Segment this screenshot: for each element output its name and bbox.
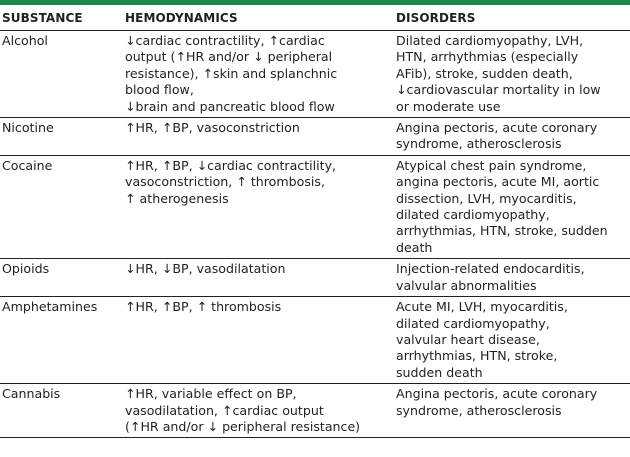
substance-cell: Nicotine — [2, 120, 54, 136]
hemodynamics-cell: ↑HR, ↑BP, ↑ thrombosis — [125, 299, 282, 315]
hemodynamics-cell: ↓cardiac contractility, ↑cardiac output (↑HR and/or ↓ peripheral resistance), ↑skin and splanchnic blood flow, ↓brain and pancreatic blood flow — [125, 33, 338, 114]
disorders-cell: Angina pectoris, acute coronary syndrome, atherosclerosis — [396, 386, 598, 418]
table-row — [0, 297, 630, 384]
header-hemodynamics: HEMODYNAMICS — [125, 11, 238, 25]
disorders-cell: Dilated cardiomyopathy, LVH, HTN, arrhythmias (especially AFib), stroke, sudden death, ↓cardiovascular mortality in low or moderate use — [396, 33, 601, 114]
table-row — [0, 155, 630, 258]
hemodynamics-cell: ↑HR, ↑BP, ↓cardiac contractility, vasoconstriction, ↑ thrombosis, ↑ atherogenesis — [125, 157, 337, 206]
substance-cell: Alcohol — [2, 33, 48, 48]
hemodynamics-cell: ↑HR, ↑BP, vasoconstriction — [125, 120, 300, 136]
table-row — [0, 31, 630, 118]
hemodynamics-cell: ↓HR, ↓BP, vasodilatation — [125, 261, 286, 277]
accent-bar — [0, 0, 630, 5]
header-substance: SUBSTANCE — [2, 11, 83, 25]
substance-cell: Cocaine — [2, 157, 53, 173]
table-row — [0, 259, 630, 297]
substance-table — [0, 8, 630, 438]
hemodynamics-cell: ↑HR, variable effect on BP, vasodilatation, ↑cardiac output (↑HR and/or ↓ peripheral resistance) — [125, 386, 361, 434]
disorders-cell: Angina pectoris, acute coronary syndrome, atherosclerosis — [396, 120, 598, 152]
table-row — [0, 384, 630, 438]
header-disorders: DISORDERS — [396, 11, 476, 25]
disorders-cell: Injection-related endocarditis, valvular abnormalities — [396, 261, 585, 293]
substance-cell: Amphetamines — [2, 299, 98, 315]
table-row — [0, 118, 630, 156]
disorders-cell: Acute MI, LVH, myocarditis, dilated cardiomyopathy, valvular heart disease, arrhythmias, HTN, stroke, sudden death — [396, 299, 568, 380]
disorders-cell: Atypical chest pain syndrome, angina pectoris, acute MI, aortic dissection, LVH, myocarditis, dilated cardiomyopathy, arrhythmias, HTN, stroke, sudden death — [396, 157, 608, 255]
header-row — [0, 8, 630, 31]
substance-cell: Opioids — [2, 261, 50, 277]
substance-cell: Cannabis — [2, 386, 61, 402]
